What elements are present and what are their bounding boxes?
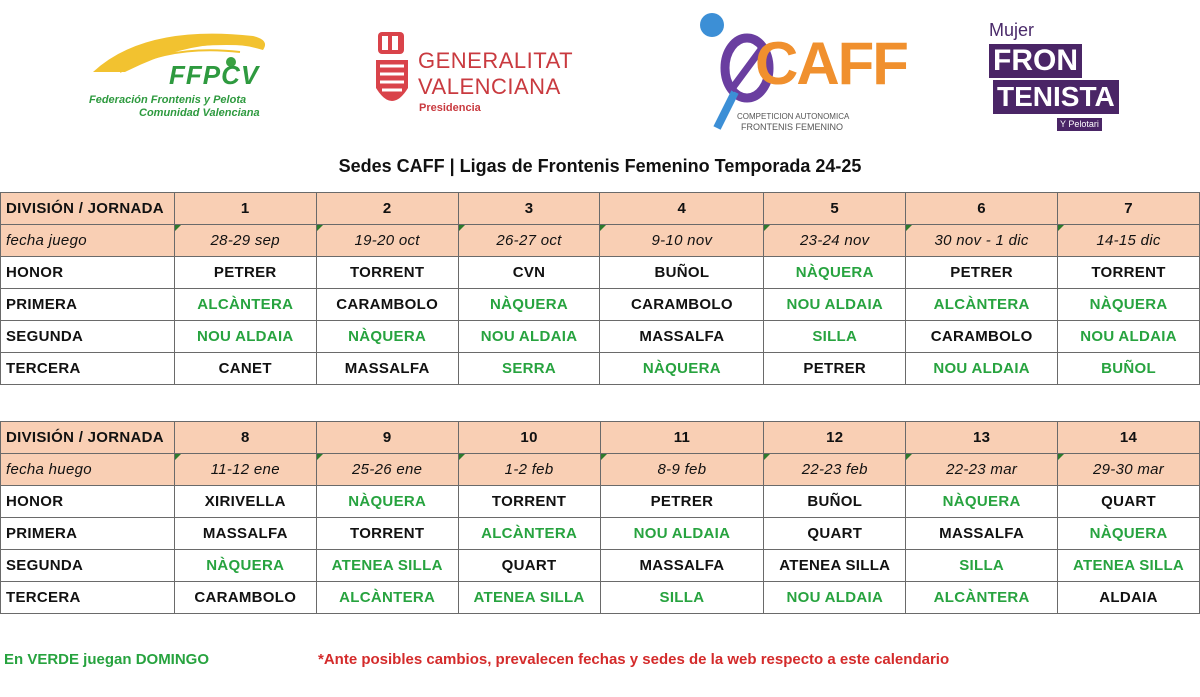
disclaimer-note: *Ante posibles cambios, prevalecen fechas y sedes de la web respecto a este calendario — [318, 651, 950, 668]
match-date: 23-24 nov — [764, 225, 906, 257]
ffpcv-line2: Comunidad Valenciana — [139, 107, 260, 119]
division-jornada-label: DIVISIÓN / JORNADA — [1, 193, 175, 225]
mujer-word2: TENISTA — [993, 80, 1119, 114]
venue-cell: NÀQUERA — [1058, 289, 1200, 321]
caff-line2: FRONTENIS FEMENINO — [741, 122, 844, 132]
division-name: PRIMERA — [1, 518, 175, 550]
division-row — [1, 486, 1200, 518]
division-name: SEGUNDA — [1, 321, 175, 353]
division-row — [1, 582, 1200, 614]
match-date: 28-29 sep — [174, 225, 316, 257]
venue-cell: QUART — [458, 550, 600, 582]
division-name: PRIMERA — [1, 289, 175, 321]
generalitat-logo — [372, 28, 587, 123]
venue-cell: NOU ALDAIA — [600, 518, 764, 550]
match-date: 14-15 dic — [1058, 225, 1200, 257]
match-date: 26-27 oct — [458, 225, 600, 257]
venue-cell: CARAMBOLO — [316, 289, 458, 321]
division-row — [1, 518, 1200, 550]
mujer-top: Mujer — [989, 20, 1035, 40]
match-date: 19-20 oct — [316, 225, 458, 257]
venue-cell: ALCÀNTERA — [906, 289, 1058, 321]
venue-cell: ATENEA SILLA — [764, 550, 906, 582]
jornada-number: 9 — [316, 422, 458, 454]
venue-cell: MASSALFA — [600, 550, 764, 582]
venue-cell: NOU ALDAIA — [764, 289, 906, 321]
venue-cell: NOU ALDAIA — [458, 321, 600, 353]
generalitat-sub: Presidencia — [419, 102, 481, 114]
venue-cell: TORRENT — [316, 257, 458, 289]
venue-cell: TORRENT — [1058, 257, 1200, 289]
venue-cell: PETRER — [764, 353, 906, 385]
venue-cell: CVN — [458, 257, 600, 289]
jornada-header-row — [1, 422, 1200, 454]
division-name: SEGUNDA — [1, 550, 175, 582]
venue-cell: NÀQUERA — [174, 550, 316, 582]
venue-cell: ATENEA SILLA — [316, 550, 458, 582]
venue-cell: PETRER — [174, 257, 316, 289]
venue-cell: CARAMBOLO — [174, 582, 316, 614]
venue-cell: NÀQUERA — [458, 289, 600, 321]
venue-cell: TORRENT — [316, 518, 458, 550]
venue-cell: BUÑOL — [764, 486, 906, 518]
date-label: fecha huego — [1, 454, 175, 486]
division-row — [1, 257, 1200, 289]
match-date: 1-2 feb — [458, 454, 600, 486]
caff-mark: CAFF — [755, 30, 907, 97]
generalitat-shield-icon — [372, 28, 412, 118]
mujer-frontenista-logo — [985, 18, 1120, 138]
venue-cell: NOU ALDAIA — [906, 353, 1058, 385]
ffpcv-logo — [85, 22, 285, 122]
match-date: 22-23 mar — [906, 454, 1058, 486]
jornada-number: 11 — [600, 422, 764, 454]
venue-cell: PETRER — [906, 257, 1058, 289]
jornada-number: 4 — [600, 193, 764, 225]
venue-cell: ATENEA SILLA — [1058, 550, 1200, 582]
venue-cell: NÀQUERA — [600, 353, 764, 385]
match-date: 9-10 nov — [600, 225, 764, 257]
venue-cell: SILLA — [764, 321, 906, 353]
venue-cell: NOU ALDAIA — [174, 321, 316, 353]
venue-cell: ATENEA SILLA — [458, 582, 600, 614]
jornada-header-row — [1, 193, 1200, 225]
date-row — [1, 225, 1200, 257]
venue-cell: PETRER — [600, 486, 764, 518]
division-jornada-label: DIVISIÓN / JORNADA — [1, 422, 175, 454]
jornada-number: 1 — [174, 193, 316, 225]
ffpcv-line1: Federación Frontenis y Pelota — [89, 94, 247, 106]
venue-cell: MASSALFA — [174, 518, 316, 550]
match-date: 29-30 mar — [1058, 454, 1200, 486]
venue-cell: MASSALFA — [906, 518, 1058, 550]
jornada-number: 7 — [1058, 193, 1200, 225]
division-row — [1, 321, 1200, 353]
schedule-table-1 — [0, 192, 1200, 385]
venue-cell: NOU ALDAIA — [764, 582, 906, 614]
venue-cell: CANET — [174, 353, 316, 385]
jornada-number: 3 — [458, 193, 600, 225]
generalitat-line2: VALENCIANA — [418, 74, 561, 99]
match-date: 8-9 feb — [600, 454, 764, 486]
jornada-number: 5 — [764, 193, 906, 225]
venue-cell: NÀQUERA — [316, 321, 458, 353]
date-row — [1, 454, 1200, 486]
venue-cell: ALCÀNTERA — [316, 582, 458, 614]
schedule-table-2 — [0, 421, 1200, 614]
jornada-number: 8 — [174, 422, 316, 454]
venue-cell: ALDAIA — [1058, 582, 1200, 614]
division-name: TERCERA — [1, 353, 175, 385]
caff-logo — [695, 8, 907, 133]
venue-cell: SILLA — [600, 582, 764, 614]
match-date: 30 nov - 1 dic — [906, 225, 1058, 257]
venue-cell: NÀQUERA — [764, 257, 906, 289]
division-row — [1, 289, 1200, 321]
sunday-legend-note: En VERDE juegan DOMINGO — [4, 651, 210, 668]
jornada-number: 14 — [1058, 422, 1200, 454]
division-name: HONOR — [1, 486, 175, 518]
generalitat-line1: GENERALITAT — [418, 48, 574, 73]
venue-cell: NÀQUERA — [906, 486, 1058, 518]
venue-cell: ALCÀNTERA — [458, 518, 600, 550]
venue-cell: ALCÀNTERA — [174, 289, 316, 321]
venue-cell: NÀQUERA — [316, 486, 458, 518]
division-row — [1, 353, 1200, 385]
venue-cell: NÀQUERA — [1058, 518, 1200, 550]
venue-cell: QUART — [1058, 486, 1200, 518]
venue-cell: CARAMBOLO — [906, 321, 1058, 353]
mujer-word1: FRON — [989, 44, 1082, 78]
venue-cell: ALCÀNTERA — [906, 582, 1058, 614]
division-name: HONOR — [1, 257, 175, 289]
venue-cell: MASSALFA — [600, 321, 764, 353]
match-date: 22-23 feb — [764, 454, 906, 486]
jornada-number: 2 — [316, 193, 458, 225]
mujer-sub: Y Pelotari — [1057, 118, 1102, 131]
match-date: 11-12 ene — [174, 454, 316, 486]
venue-cell: CARAMBOLO — [600, 289, 764, 321]
venue-cell: BUÑOL — [600, 257, 764, 289]
venue-cell: XIRIVELLA — [174, 486, 316, 518]
venue-cell: QUART — [764, 518, 906, 550]
jornada-number: 13 — [906, 422, 1058, 454]
match-date: 25-26 ene — [316, 454, 458, 486]
division-row — [1, 550, 1200, 582]
jornada-number: 12 — [764, 422, 906, 454]
jornada-number: 10 — [458, 422, 600, 454]
venue-cell: SILLA — [906, 550, 1058, 582]
venue-cell: NOU ALDAIA — [1058, 321, 1200, 353]
venue-cell: BUÑOL — [1058, 353, 1200, 385]
date-label: fecha juego — [1, 225, 175, 257]
venue-cell: SERRA — [458, 353, 600, 385]
venue-cell: MASSALFA — [316, 353, 458, 385]
ffpcv-mark: FFPCV — [169, 60, 260, 90]
jornada-number: 6 — [906, 193, 1058, 225]
venue-cell: TORRENT — [458, 486, 600, 518]
page-title: Sedes CAFF | Ligas de Frontenis Femenino Temporada 24-25 — [338, 156, 862, 176]
division-name: TERCERA — [1, 582, 175, 614]
caff-line1: COMPETICION AUTONOMICA — [737, 112, 850, 121]
